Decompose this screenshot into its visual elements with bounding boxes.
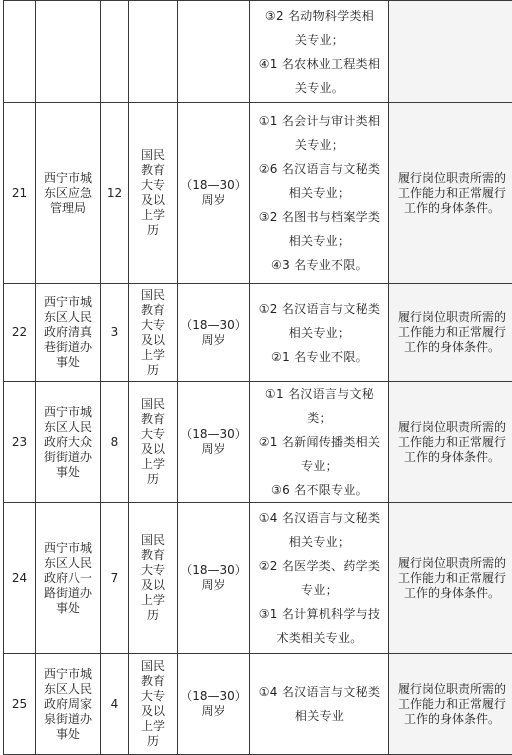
other-conditions: 履行岗位职责所需的工作能力和正常履行工作的身体条件。 — [389, 654, 512, 755]
position-count: 3 — [101, 284, 129, 382]
major-line: 关专业； — [255, 133, 384, 157]
major-line: ④3 名专业不限。 — [255, 253, 384, 277]
major-line: ①4 名汉语言与文秘类 — [255, 506, 384, 530]
major-line: ②1 名新闻传播类相关 — [255, 430, 384, 454]
table-row — [4, 103, 512, 284]
unit-name: 西宁市城东区应急管理局 — [36, 103, 101, 284]
education-requirement: 国民教育大专及以上学历 — [129, 503, 178, 654]
age-requirement: （18—30）周岁 — [178, 103, 250, 284]
major-requirements — [250, 284, 389, 382]
major-line: ③6 名不限专业。 — [255, 478, 384, 502]
age-requirement — [178, 1, 250, 103]
age-requirement: （18—30）周岁 — [178, 503, 250, 654]
major-requirements — [250, 503, 389, 654]
unit-name: 西宁市城东区人民政府大众街街道办事处 — [36, 382, 101, 503]
major-line: ①2 名汉语言与文秘类 — [255, 297, 384, 321]
recruitment-table — [3, 0, 512, 755]
major-requirements — [250, 103, 389, 284]
education-requirement: 国民教育大专及以上学历 — [129, 284, 178, 382]
age-requirement: （18—30）周岁 — [178, 654, 250, 755]
major-requirements — [250, 654, 389, 755]
position-count: 7 — [101, 503, 129, 654]
table-row — [4, 1, 512, 103]
major-line: 相关专业； — [255, 530, 384, 554]
row-number: 22 — [4, 284, 36, 382]
major-line: 关专业； — [255, 28, 384, 52]
row-number: 21 — [4, 103, 36, 284]
major-line: 专业； — [255, 454, 384, 478]
row-number: 23 — [4, 382, 36, 503]
position-count: 4 — [101, 654, 129, 755]
unit-name: 西宁市城东区人民政府清真巷街道办事处 — [36, 284, 101, 382]
table-row — [4, 284, 512, 382]
position-count: 8 — [101, 382, 129, 503]
row-number: 24 — [4, 503, 36, 654]
table-row — [4, 503, 512, 654]
major-line: 专业； — [255, 578, 384, 602]
age-requirement: （18—30）周岁 — [178, 284, 250, 382]
major-line: ②6 名汉语言与文秘类 — [255, 157, 384, 181]
major-line: 相关专业； — [255, 321, 384, 345]
table-row — [4, 654, 512, 755]
major-line: 术类相关专业。 — [255, 626, 384, 650]
major-line: ③2 名图书与档案学类 — [255, 205, 384, 229]
major-requirements — [250, 1, 389, 103]
education-requirement: 国民教育大专及以上学历 — [129, 382, 178, 503]
other-conditions: 履行岗位职责所需的工作能力和正常履行工作的身体条件。 — [389, 103, 512, 284]
education-requirement — [129, 1, 178, 103]
table-row — [4, 382, 512, 503]
major-line: ③2 名动物科学类相 — [255, 4, 384, 28]
row-number: 25 — [4, 654, 36, 755]
major-requirements — [250, 382, 389, 503]
unit-name: 西宁市城东区人民政府八一路街道办事处 — [36, 503, 101, 654]
major-line: ③1 名计算机科学与技 — [255, 602, 384, 626]
major-line: ①1 名汉语言与文秘类； — [255, 382, 384, 430]
row-number — [4, 1, 36, 103]
unit-name — [36, 1, 101, 103]
other-conditions: 履行岗位职责所需的工作能力和正常履行工作的身体条件。 — [389, 503, 512, 654]
major-line: ②1 名专业不限。 — [255, 345, 384, 369]
major-line: ②2 名医学类、药学类 — [255, 554, 384, 578]
education-requirement: 国民教育大专及以上学历 — [129, 654, 178, 755]
other-conditions: 履行岗位职责所需的工作能力和正常履行工作的身体条件。 — [389, 382, 512, 503]
other-conditions: 履行岗位职责所需的工作能力和正常履行工作的身体条件。 — [389, 284, 512, 382]
other-conditions — [389, 1, 512, 103]
position-count — [101, 1, 129, 103]
age-requirement: （18—30）周岁 — [178, 382, 250, 503]
unit-name: 西宁市城东区人民政府周家泉街道办事处 — [36, 654, 101, 755]
major-line: 相关专业； — [255, 181, 384, 205]
major-line: 关专业。 — [255, 76, 384, 100]
major-line: ①4 名汉语言与文秘类 — [255, 680, 384, 704]
major-line: 相关专业； — [255, 229, 384, 253]
position-count: 12 — [101, 103, 129, 284]
major-line: 相关专业 — [255, 704, 384, 728]
education-requirement: 国民教育大专及以上学历 — [129, 103, 178, 284]
major-line: ④1 名农林业工程类相 — [255, 52, 384, 76]
major-line: ①1 名会计与审计类相 — [255, 109, 384, 133]
